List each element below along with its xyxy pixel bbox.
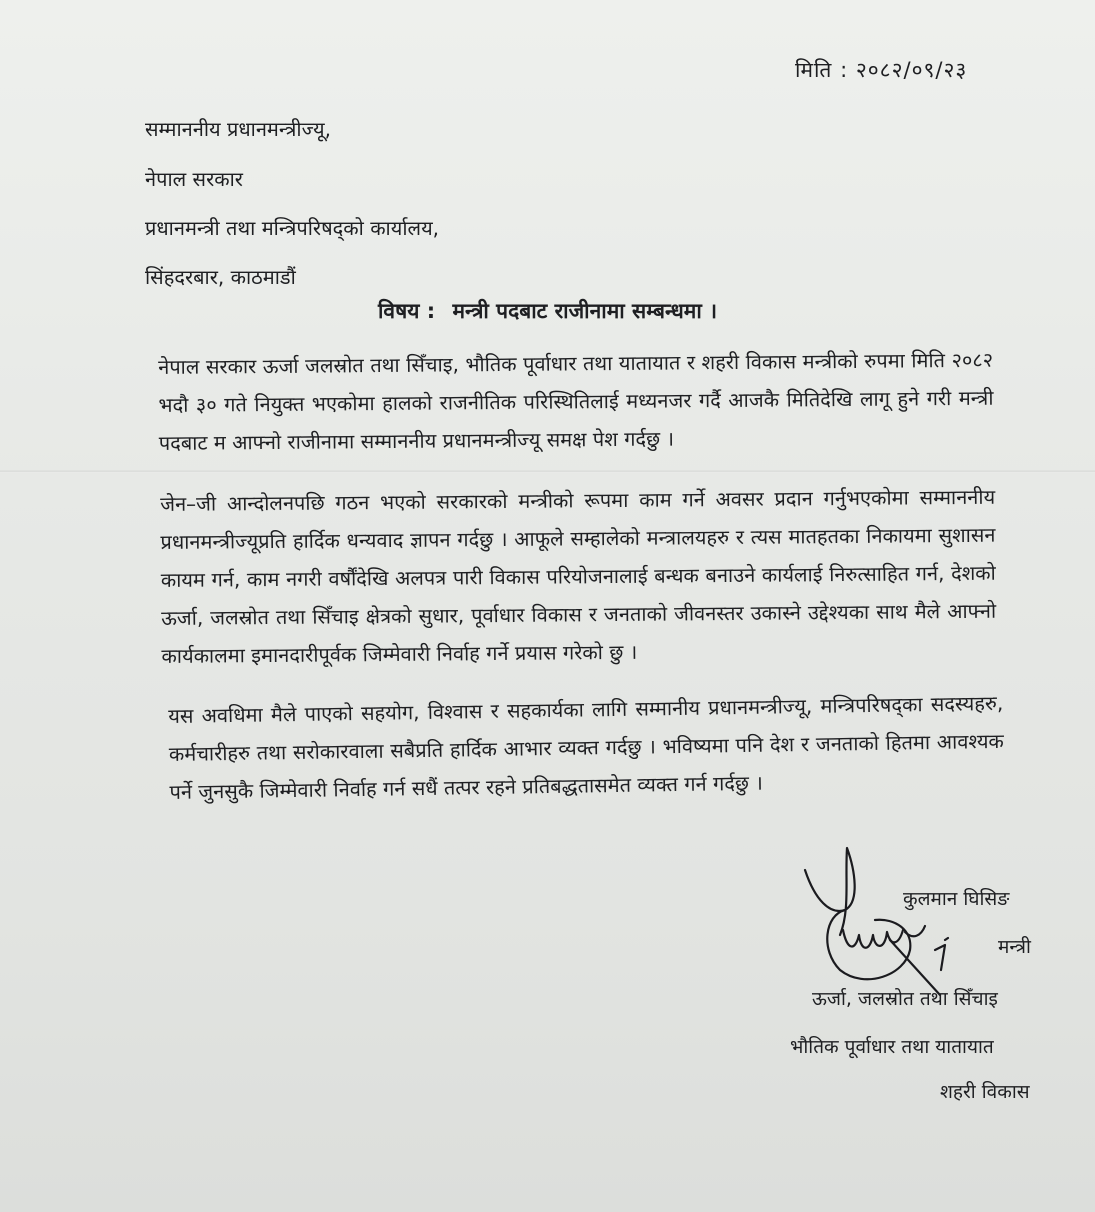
signatory-ministry-3: शहरी विकास <box>940 1081 1030 1103</box>
paper-fold <box>0 470 1095 473</box>
signatory-ministry-1: ऊर्जा, जलस्रोत तथा सिँचाइ <box>812 988 998 1010</box>
body-paragraph-3: यस अवधिमा मैले पाएको सहयोग, विश्वास र सहकार्यका लागि सम्मानीय प्रधानमन्त्रीज्यू, मन्त्रिपरिषद्का सदस्यहरु, कर्मचारीहरु तथा सरोकारवाला सबैप्रति हार्दिक आभार व्यक्त गर्दछु । भविष्यमा पनि देश र जनताको हितमा आवश्यक पर्ने जुनसुकै जिम्मेवारी निर्वाह गर्न सधैं तत्पर रहने प्रतिबद्धतासमेत व्यक्त गर्न गर्दछु । <box>168 690 1004 804</box>
recipient-line-4: सिंहदरबार, काठमाडौं <box>145 265 296 289</box>
subject-text: मन्त्री पदबाट राजीनामा सम्बन्धमा । <box>452 299 718 323</box>
signatory-name: कुलमान घिसिङ <box>903 888 1010 910</box>
subject-label: विषय : <box>377 299 436 323</box>
letter-date: मिति : २०८२/०९/२३ <box>795 58 968 82</box>
signatory-ministry-2: भौतिक पूर्वाधार तथा यातायात <box>790 1036 994 1058</box>
recipient-line-1: सम्माननीय प्रधानमन्त्रीज्यू, <box>145 117 332 141</box>
signatory-title: मन्त्री <box>998 936 1031 958</box>
recipient-line-2: नेपाल सरकार <box>145 167 243 191</box>
subject-line <box>0 297 1095 325</box>
body-paragraph-2: जेन–जी आन्दोलनपछि गठन भएको सरकारको मन्त्रीको रूपमा काम गर्ने अवसर प्रदान गर्नुभएकोमा सम्माननीय प्रधानमन्त्रीज्यूप्रति हार्दिक धन्यवाद ज्ञापन गर्दछु । आफूले सम्हालेको मन्त्रालयहरु र त्यस मातहतका निकायमा सुशासन कायम गर्न, काम नगरी वर्षौंदेखि अलपत्र पारी विकास परियोजनालाई बन्धक बनाउने कार्यलाई निरुत्साहित गर्न, देशको ऊर्जा, जलस्रोत तथा सिँचाइ क्षेत्रको सुधार, पूर्वाधार विकास र जनताको जीवनस्तर उकास्ने उद्देश्यका साथ मैले आफ्नो कार्यकालमा इमानदारीपूर्वक जिम्मेवारी निर्वाह गर्ने प्रयास गरेको छु । <box>160 484 997 668</box>
body-paragraph-1: नेपाल सरकार ऊर्जा जलस्रोत तथा सिँचाइ, भौतिक पूर्वाधार तथा यातायात र शहरी विकास मन्त्रीको रुपमा मिति २०८२ भदौ ३० गते नियुक्त भएकोमा हालको राजनीतिक परिस्थितिलाई मध्यनजर गर्दै आजकै मितिदेखि लागू हुने गरी मन्त्री पदबाट म आफ्नो राजीनामा सम्माननीय प्रधानमन्त्रीज्यू समक्ष पेश गर्दछु । <box>158 347 994 455</box>
recipient-line-3: प्रधानमन्त्री तथा मन्त्रिपरिषद्को कार्यालय, <box>145 216 440 240</box>
handwritten-signature <box>795 840 985 1000</box>
